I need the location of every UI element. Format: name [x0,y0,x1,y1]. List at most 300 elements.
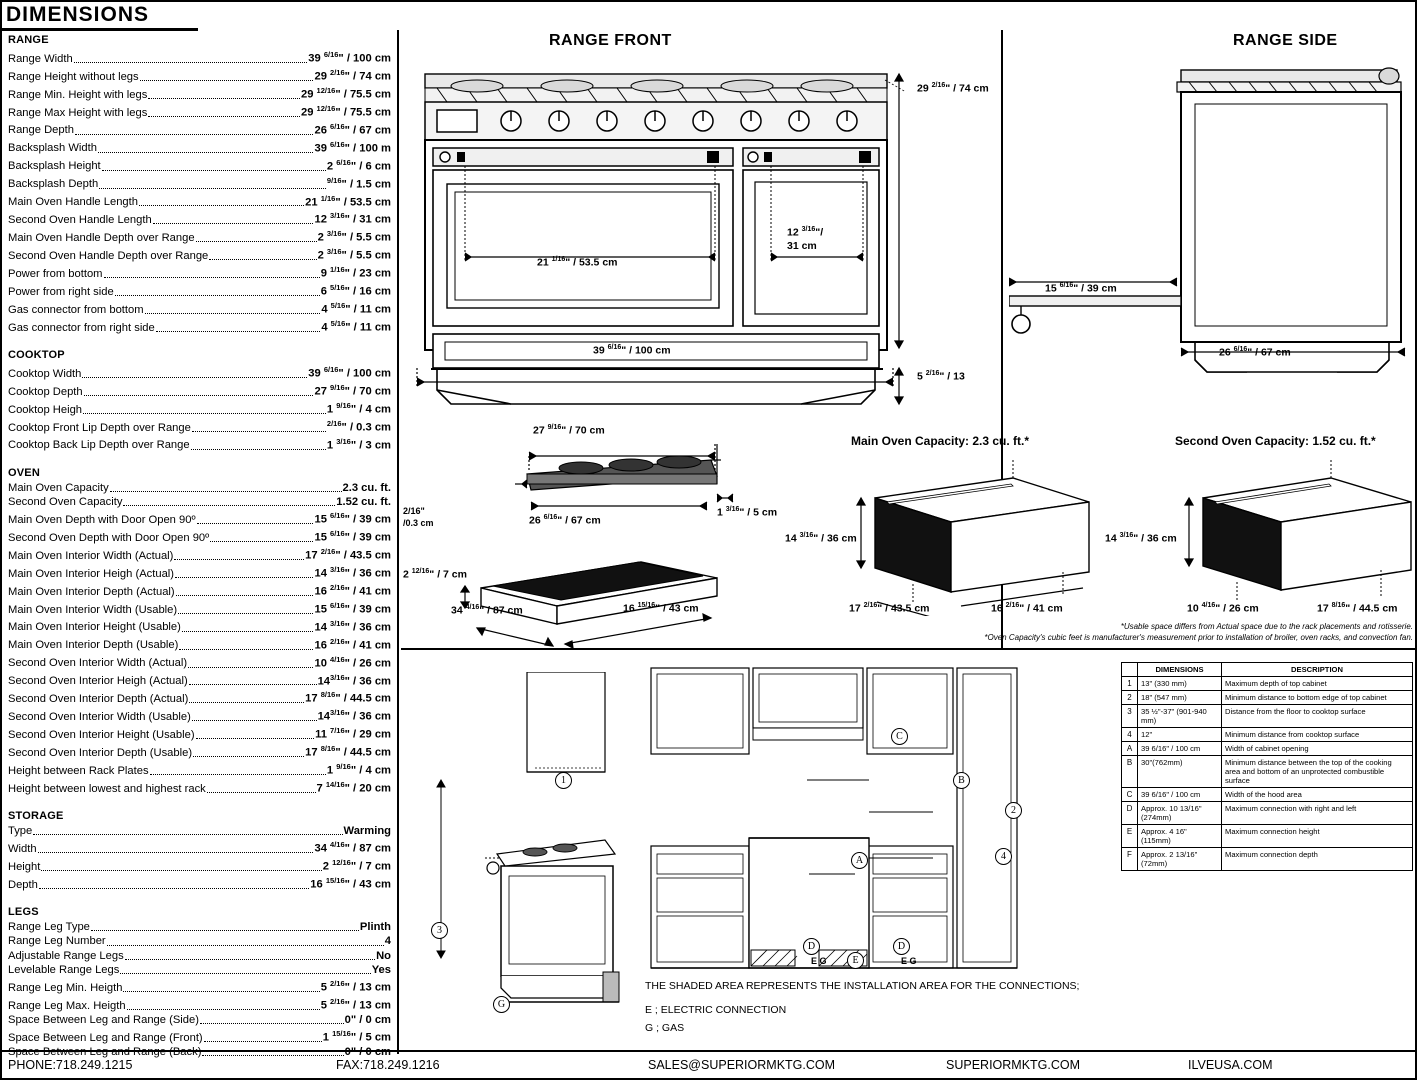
shaded-area-note: THE SHADED AREA REPRESENTS THE INSTALLATION AREA FOR THE CONNECTIONS; [645,980,1080,992]
table-cell-key: D [1122,802,1138,825]
spec-value: 29 $^{2/16}$" / 74 cm [314,67,391,83]
spec-label: Height between Rack Plates [8,764,149,777]
spec-value: 29 $^{12/16}$" / 75.5 cm [300,85,391,101]
warming-drawer-drawing [441,528,741,648]
spec-row [8,399,391,417]
spec-row [8,317,391,335]
table-row [1122,802,1413,825]
table-cell-description: Minimum distance to bottom edge of top cabinet [1222,691,1413,705]
spec-row [8,481,391,495]
spec-dot-leader [156,331,321,332]
spec-value: 17 $^{2/16}$" / 43.5 cm [305,546,391,562]
spec-row [8,742,391,760]
section-title-cooktop: COOKTOP [8,349,65,361]
spec-value: 27 $^{9/16}$" / 70 cm [314,382,391,398]
cooktop-front-lip-dim-l1: 2/16" [403,506,425,516]
front-leg-dim: 5 $^{2/16}$" / 13 [917,370,965,383]
spec-row [8,174,391,192]
second-oven-box-drawing [1181,456,1417,616]
section-title-oven: OVEN [8,466,40,479]
spec-row [8,920,391,934]
spec-dot-leader [75,134,314,135]
section-title-range: RANGE [8,34,49,46]
spec-dot-leader [150,774,326,775]
spec-value: 16 $^{2/16}$" / 41 cm [314,636,391,652]
spec-dot-leader [123,505,335,506]
spec-label: Width [8,843,37,856]
spec-label: Space Between Leg and Range (Side) [8,1013,199,1026]
spec-row [8,209,391,227]
spec-label: Type [8,825,33,838]
spec-row [8,617,391,635]
eg-label-left: E G [811,956,827,966]
table-row [1122,756,1413,788]
second-oven-depth-dim: 17 $^{8/16}$" / 44.5 cm [1317,602,1398,615]
spec-row [8,263,391,281]
table-header [1122,663,1138,677]
spec-dot-leader [125,959,375,960]
table-row [1122,728,1413,742]
table-row [1122,705,1413,728]
spec-label: Second Oven Interior Depth (Actual) [8,693,189,706]
table-cell-dimension: 18" (547 mm) [1138,691,1222,705]
spec-dot-leader [182,631,314,632]
range-side-drawing [1009,52,1409,402]
spec-row [8,760,391,778]
spec-value: 29 $^{12/16}$" / 75.5 cm [300,103,391,119]
spec-dot-leader [115,295,320,296]
spec-value: 10 $^{4/16}$" / 26 cm [314,654,391,670]
table-cell-description: Maximum connection with right and left [1222,802,1413,825]
spec-value: $^{9/16}$" / 1.5 cm [326,175,391,191]
spec-row [8,635,391,653]
spec-label: Second Oven Interior Height (Usable) [8,729,195,742]
table-cell-key: A [1122,742,1138,756]
spec-dot-leader [176,595,314,596]
table-row [1122,788,1413,802]
spec-value: 1 $^{15/16}$" / 5 cm [322,1029,391,1044]
spec-value: No [376,949,391,962]
marker-D-right: D [893,938,910,955]
cooktop-front-lip-dim-l2: /0.3 cm [403,518,434,528]
eg-label-right: E G [901,956,917,966]
spec-dot-leader [209,259,316,260]
spec-label: Height [8,860,41,873]
table-cell-key: 3 [1122,705,1138,728]
section-gap [8,892,391,906]
spec-dot-leader [139,205,304,206]
table-cell-dimension: 12" [1138,728,1222,742]
table-cell-dimension: 13" (330 mm) [1138,677,1222,691]
spec-label: Main Oven Handle Depth over Range [8,232,195,245]
marker-C: C [891,728,908,745]
spec-dot-leader [110,491,342,492]
footer-phone: PHONE:718.249.1215 [8,1058,133,1072]
spec-row [8,435,391,453]
spec-row [8,281,391,299]
spec-label: Gas connector from bottom [8,303,144,316]
spec-dot-leader [99,188,326,189]
spec-row [8,138,391,156]
spec-dot-leader [192,720,317,721]
table-cell-key: 2 [1122,691,1138,705]
spec-label: Main Oven Capacity [8,481,109,494]
spec-value: 5 $^{2/16}$" / 13 cm [320,996,391,1012]
spec-value: 1 $^{9/16}$" / 4 cm [326,762,391,777]
spec-dot-leader [189,684,317,685]
footer-fax: FAX:718.249.1216 [336,1058,440,1072]
spec-label: Power from bottom [8,267,103,280]
section-title-legs: LEGS [8,906,39,919]
table-cell-description: Maximum connection height [1222,825,1413,848]
spec-row [8,824,391,838]
spec-value: 16 $^{15/16}$" / 43 cm [310,876,391,891]
spec-value: 4 $^{5/16}$" / 11 cm [321,301,391,316]
spec-row [8,977,391,995]
spec-row [8,299,391,317]
table-cell-key: B [1122,756,1138,788]
spec-dot-leader [174,559,304,560]
spec-dot-leader [178,613,313,614]
spec-label: Adjustable Range Legs [8,949,124,962]
marker-2: 2 [1005,802,1022,819]
table-cell-description: Minimum distance between the top of the cooking area and bottom of an unprotected combustible surface [1222,756,1413,788]
table-cell-dimension: 30"(762mm) [1138,756,1222,788]
spec-dot-leader [107,945,384,946]
range-front-title: RANGE FRONT [549,32,672,49]
spec-dot-leader [193,756,304,757]
spec-row [8,934,391,948]
spec-row [8,102,391,120]
footer-site-ilve[interactable]: ILVEUSA.COM [1188,1058,1273,1072]
spec-value: 17 $^{8/16}$" / 44.5 cm [305,744,391,760]
spec-value: 1 $^{3/16}$" / 3 cm [326,436,391,452]
second-oven-capacity-title: Second Oven Capacity: 1.52 cu. ft.* [1175,434,1376,448]
installation-cabinet-elevation [641,662,1061,992]
spec-dot-leader [191,449,326,450]
spec-value: 11 $^{7/16}$" / 29 cm [315,726,391,742]
page-title: DIMENSIONS [6,3,150,26]
spec-label: Second Oven Depth with Door Open 90º [8,531,210,544]
spec-value: 14 $^{3/16}$" / 36 cm [314,618,391,634]
spec-dot-leader [192,431,326,432]
spec-row [8,838,391,856]
spec-value: $14^{3/16}$" / 36 cm [317,672,391,688]
spec-value: $^{2/16}$" / 0.3 cm [326,418,391,434]
table-header: DESCRIPTION [1222,663,1413,677]
spec-dot-leader [153,223,314,224]
spec-row [8,581,391,599]
marker-4: 4 [995,848,1012,865]
spec-dot-leader [140,80,314,81]
spec-dot-leader [120,973,370,974]
section-gap [8,335,391,349]
footnote-2: *Oven Capacity's cubic feet is manufacturer's measurement prior to installation of broiler, oven racks, and convection fan. [984,633,1413,642]
spec-dot-leader [102,170,326,171]
spec-label: Main Oven Interior Width (Actual) [8,549,174,562]
spec-row [8,192,391,210]
table-cell-key: F [1122,848,1138,871]
spec-dot-leader [91,930,359,931]
table-cell-key: C [1122,788,1138,802]
table-header: DIMENSIONS [1138,663,1222,677]
spec-dot-leader [188,667,313,668]
spec-label: Second Oven Capacity [8,495,123,508]
spec-row [8,724,391,742]
spec-dot-leader [197,523,314,524]
spec-dot-leader [127,1009,320,1010]
main-oven-width-dim: 17 $^{2/16}$" / 43.5 cm [849,602,930,615]
spec-dot-leader [189,702,304,703]
cooktop-back-lip-dim: 1 $^{3/16}$" / 5 cm [717,506,778,519]
spec-dot-leader [204,1041,322,1042]
spec-row [8,1027,391,1045]
spec-row [8,671,391,689]
spec-label: Cooktop Width [8,367,82,380]
marker-B: B [953,772,970,789]
footnote-1: *Usable space differs from Actual space due to the rack placements and rotisserie. [1120,622,1413,631]
second-oven-height-dim: 14 $^{3/16}$" / 36 cm [1105,532,1177,545]
table-cell-description: Distance from the floor to cooktop surface [1222,705,1413,728]
table-cell-dimension: 35 ½"-37" (901-940 mm) [1138,705,1222,728]
spec-value: 2 $^{3/16}$" / 5.5 cm [317,229,391,245]
footer [2,1050,1415,1078]
spec-row [8,874,391,892]
spec-value: 17 $^{8/16}$" / 44.5 cm [305,690,391,706]
spec-row [8,688,391,706]
spec-label: Range Leg Number [8,935,106,948]
drawer-height-dim: 2 $^{12/16}$" / 7 cm [403,568,467,581]
spec-dot-leader [148,116,300,117]
spec-row [8,1013,391,1027]
spec-dot-leader [82,377,307,378]
table-row [1122,825,1413,848]
spec-value: Yes [371,963,391,976]
spec-label: Second Oven Interior Width (Actual) [8,657,188,670]
spec-dot-leader [41,870,321,871]
side-handle-depth-dim: 15 $^{6/16}$" / 39 cm [1045,282,1117,295]
spec-label: Cooktop Heigh [8,403,83,416]
installation-panel [401,650,1417,1054]
spec-label: Main Oven Interior Height (Usable) [8,621,181,634]
spec-value: 2 $^{6/16}$" / 6 cm [326,157,391,173]
spec-value: Warming [343,825,391,838]
spec-label: Backsplash Width [8,142,97,155]
installation-dimensions-table [1121,662,1413,871]
spec-dot-leader [38,852,314,853]
spec-row [8,156,391,174]
side-depth-dim: 26 $^{6/16}$" / 67 cm [1219,346,1291,359]
spec-label: Main Oven Interior Depth (Actual) [8,585,175,598]
spec-value: 7 $^{14/16}$" / 20 cm [316,780,391,795]
marker-D-left: D [803,938,820,955]
spec-dot-leader [84,395,314,396]
spec-value: 14 $^{3/16}$" / 36 cm [314,564,391,580]
spec-dot-leader [210,541,313,542]
spec-value: 4 $^{5/16}$" / 11 cm [321,319,391,334]
spec-label: Space Between Leg and Range (Back) [8,1045,202,1058]
marker-E: E [847,952,864,969]
marker-1: 1 [555,772,572,789]
table-row [1122,691,1413,705]
spec-value: 9 $^{1/16}$" / 23 cm [320,265,391,280]
table-cell-description: Width of cabinet opening [1222,742,1413,756]
spec-dot-leader [98,152,314,153]
table-cell-key: 1 [1122,677,1138,691]
spec-dot-leader [83,413,326,414]
spec-label: Range Min. Height with legs [8,88,148,101]
footer-email[interactable]: SALES@SUPERIORMKTG.COM [648,1058,836,1072]
spec-dot-leader [200,1023,344,1024]
spec-value: 15 $^{6/16}$" / 39 cm [314,600,391,616]
spec-label: Gas connector from right side [8,321,155,334]
spec-value: 0" / 0 cm [344,1013,391,1026]
footer-site-superior[interactable]: SUPERIORMKTG.COM [946,1058,1081,1072]
spec-label: Power from right side [8,285,114,298]
drawer-depth-dim: 16 $^{15/16}$" / 43 cm [623,602,699,615]
spec-label: Height between lowest and highest rack [8,782,206,795]
spec-dot-leader [39,888,309,889]
spec-label: Backsplash Height [8,160,101,173]
cooktop-depth-top-dim: 27 $^{9/16}$" / 70 cm [533,424,605,437]
spec-dot-leader [123,991,319,992]
spec-label: Space Between Leg and Range (Front) [8,1031,203,1044]
spec-label: Range Max Height with legs [8,106,148,119]
spec-label: Main Oven Interior Width (Usable) [8,603,178,616]
table-cell-description: Maximum connection depth [1222,848,1413,871]
table-cell-dimension: Approx. 2 13/16" (72mm) [1138,848,1222,871]
spec-value: 34 $^{4/16}$" / 87 cm [314,840,391,856]
spec-dot-leader [196,241,317,242]
marker-A: A [851,852,868,869]
table-row [1122,742,1413,756]
spec-row [8,245,391,263]
spec-label: Cooktop Front Lip Depth over Range [8,421,191,434]
spec-row [8,363,391,381]
table-cell-key: 4 [1122,728,1138,742]
spec-dot-leader [179,649,313,650]
front-width-dim: 39 $^{6/16}$" / 100 cm [593,344,671,357]
spec-value: 5 $^{2/16}$" / 13 cm [320,978,391,994]
section-gap [8,796,391,810]
spec-value: 15 $^{6/16}$" / 39 cm [314,511,391,526]
spec-value: 0" / 0 cm [344,1045,391,1058]
spec-dot-leader [175,577,313,578]
spec-dot-leader [196,738,315,739]
spec-value: 12 $^{3/16}$" / 31 cm [314,211,391,227]
spec-value: 39 $^{6/16}$" / 100 cm [308,50,391,65]
electric-connection-note: E ; ELECTRIC CONNECTION [645,1004,787,1016]
spec-row [8,949,391,963]
section-gap [8,453,391,467]
spec-label: Backsplash Depth [8,178,99,191]
table-cell-description: Width of the hood area [1222,788,1413,802]
table-row [1122,848,1413,871]
spec-row [8,527,391,545]
spec-label: Cooktop Back Lip Depth over Range [8,439,190,452]
spec-label: Range Height without legs [8,70,139,83]
table-cell-description: Maximum depth of top cabinet [1222,677,1413,691]
second-handle-dim-l2: 31 cm [787,240,817,252]
table-cell-description: Minimum distance from cooktop surface [1222,728,1413,742]
drawer-width-dim: 34 $^{4/16}$" / 87 cm [451,604,523,617]
spec-row [8,653,391,671]
specifications-column [2,30,399,1058]
spec-value: 2 $^{12/16}$" / 7 cm [322,858,391,873]
range-front-drawing [407,52,905,422]
spec-value: 15 $^{6/16}$" / 39 cm [314,529,391,544]
spec-dot-leader [145,313,321,314]
spec-label: Main Oven Interior Depth (Usable) [8,639,179,652]
main-handle-dim: 21 $^{1/16}$" / 53.5 cm [537,256,618,269]
spec-label: Second Oven Interior Heigh (Actual) [8,675,188,688]
spec-row [8,599,391,617]
spec-value: 26 $^{6/16}$" / 67 cm [314,121,391,137]
spec-row [8,84,391,102]
second-handle-dim-l1: 12 $^{3/16}$"/ [787,226,824,239]
main-oven-height-dim: 14 $^{3/16}$" / 36 cm [785,532,857,545]
spec-value: 4 [384,935,391,948]
second-oven-width-dim: 10 $^{4/16}$" / 26 cm [1187,602,1259,615]
spec-row [8,48,391,66]
spec-label: Second Oven Handle Depth over Range [8,250,209,263]
spec-value: 39 $^{6/16}$" / 100 m [314,139,391,155]
spec-label: Main Oven Handle Length [8,196,138,209]
marker-3: 3 [431,922,448,939]
spec-row [8,381,391,399]
spec-row [8,495,391,509]
spec-label: Levelable Range Legs [8,963,120,976]
spec-value: 2 $^{3/16}$" / 5.5 cm [317,247,391,263]
spec-label: Range Leg Max. Heigth [8,999,126,1012]
spec-row [8,417,391,435]
spec-value: Plinth [359,921,391,934]
table-row [1122,677,1413,691]
main-oven-box-drawing [853,456,1103,616]
spec-value: 2.3 cu. ft. [342,481,391,494]
spec-label: Second Oven Interior Width (Usable) [8,711,191,724]
spec-label: Depth [8,878,38,891]
spec-dot-leader [148,98,300,99]
range-side-title: RANGE SIDE [1233,32,1338,49]
installation-side-elevation [405,672,625,1032]
table-cell-dimension: 39 6/16" / 100 cm [1138,788,1222,802]
spec-row [8,66,391,84]
marker-F: G [493,996,510,1013]
main-oven-capacity-title: Main Oven Capacity: 2.3 cu. ft.* [851,434,1030,448]
gas-connection-note: G ; GAS [645,1022,685,1034]
spec-label: Cooktop Depth [8,385,83,398]
spec-label: Range Width [8,52,73,65]
spec-label: Range Leg Min. Heigth [8,981,123,994]
spec-dot-leader [207,792,316,793]
table-cell-dimension: 39 6/16" / 100 cm [1138,742,1222,756]
spec-value: 6 $^{5/16}$" / 16 cm [320,283,391,298]
front-height-dim: 29 $^{2/16}$" / 74 cm [917,82,989,95]
table-cell-key: E [1122,825,1138,848]
spec-row [8,706,391,724]
spec-value: 39 $^{6/16}$" / 100 cm [308,365,391,380]
spec-row [8,509,391,527]
spec-label: Second Oven Handle Length [8,214,152,227]
spec-label: Main Oven Interior Heigh (Actual) [8,567,175,580]
spec-row [8,545,391,563]
spec-label: Second Oven Interior Depth (Usable) [8,747,193,760]
spec-value: 21 $^{1/16}$" / 53.5 cm [305,193,391,209]
spec-value: $14^{3/16}$" / 36 cm [317,708,391,724]
spec-label: Range Leg Type [8,921,90,934]
spec-row [8,963,391,977]
